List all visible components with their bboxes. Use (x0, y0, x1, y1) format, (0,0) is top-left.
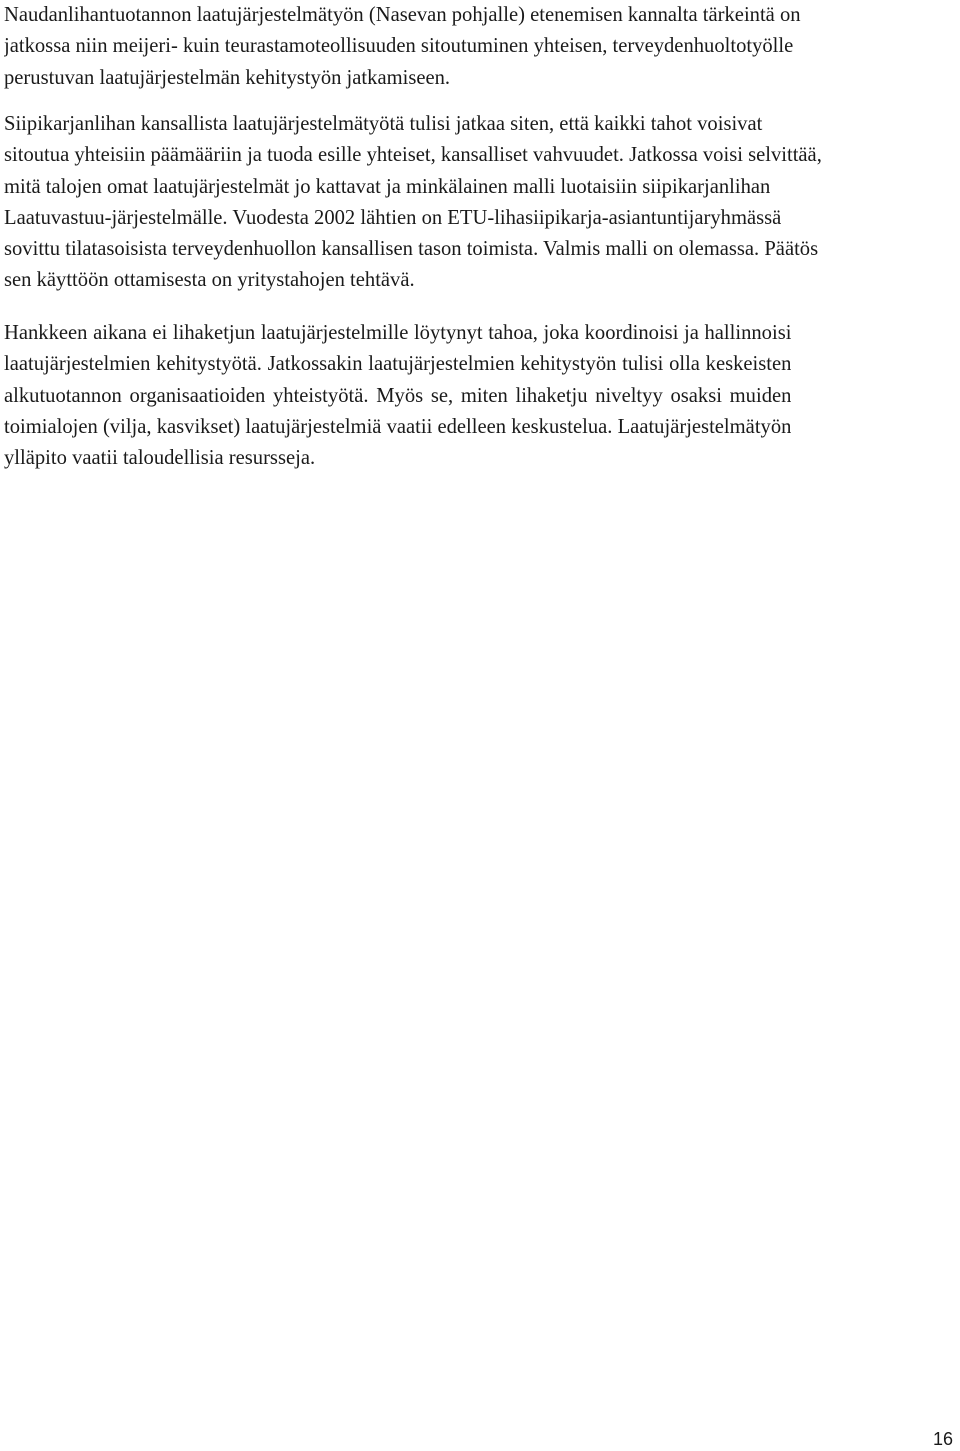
paragraph-line: laatujärjestelmien kehitystyötä. Jatkossakin laatujärjestelmien kehitystyön tulisi olla keskeisten (4, 353, 792, 376)
paragraph-line: Laatuvastuu-järjestelmälle. Vuodesta 2002 lähtien on ETU-lihasiipikarja-asiantuntijaryhmässä (4, 206, 782, 229)
paragraph-line: alkutuotannon organisaatioiden yhteistyötä. Myös se, miten lihaketju niveltyy osaksi muiden (4, 384, 792, 407)
paragraph-line: mitä talojen omat laatujärjestelmät jo kattavat ja minkälainen malli luotaisiin siipikarjanlihan (4, 175, 771, 198)
paragraph-line: Siipikarjanlihan kansallista laatujärjestelmätyötä tulisi jatkaa siten, että kaikki tahot voisivat (4, 113, 763, 135)
paragraph-line: toimialojen (vilja, kasvikset) laatujärjestelmiä vaatii edelleen keskustelua. Laatujärjestelmätyön (4, 415, 792, 438)
paragraph-line: perustuvan laatujärjestelmän kehitystyön jatkamiseen. (4, 66, 451, 89)
paragraph-hankkeen-aikana (4, 318, 791, 474)
paragraph-line: Hankkeen aikana ei lihaketjun laatujärjestelmille löytynyt tahoa, joka koordinoisi ja hallinnoisi (4, 322, 792, 344)
paragraph-siipikarjanliha (4, 109, 822, 297)
paragraph-naudanlihantuotanto (4, 0, 801, 94)
paragraph-line: ylläpito vaatii taloudellisia resursseja. (4, 447, 316, 470)
paragraph-line: sen käyttöön ottamisesta on yritystahojen tehtävä. (4, 269, 415, 292)
paragraph-line: Naudanlihantuotannon laatujärjestelmätyön (Nasevan pohjalle) etenemisen kannalta tärkeintä on (4, 4, 801, 26)
paragraph-line: sitoutua yhteisiin päämääriin ja tuoda esille yhteiset, kansalliset vahvuudet. Jatkossa voisi selvittää, (4, 144, 822, 167)
paragraph-line: jatkossa niin meijeri- kuin teurastamoteollisuuden sitoutuminen yhteisen, terveydenhuoltotyölle (4, 35, 794, 58)
page-number: 16 (933, 1429, 954, 1449)
paragraph-line: sovittu tilatasoisista terveydenhuollon kansallisen tason toimista. Valmis malli on olemassa. Päätös (4, 238, 819, 261)
